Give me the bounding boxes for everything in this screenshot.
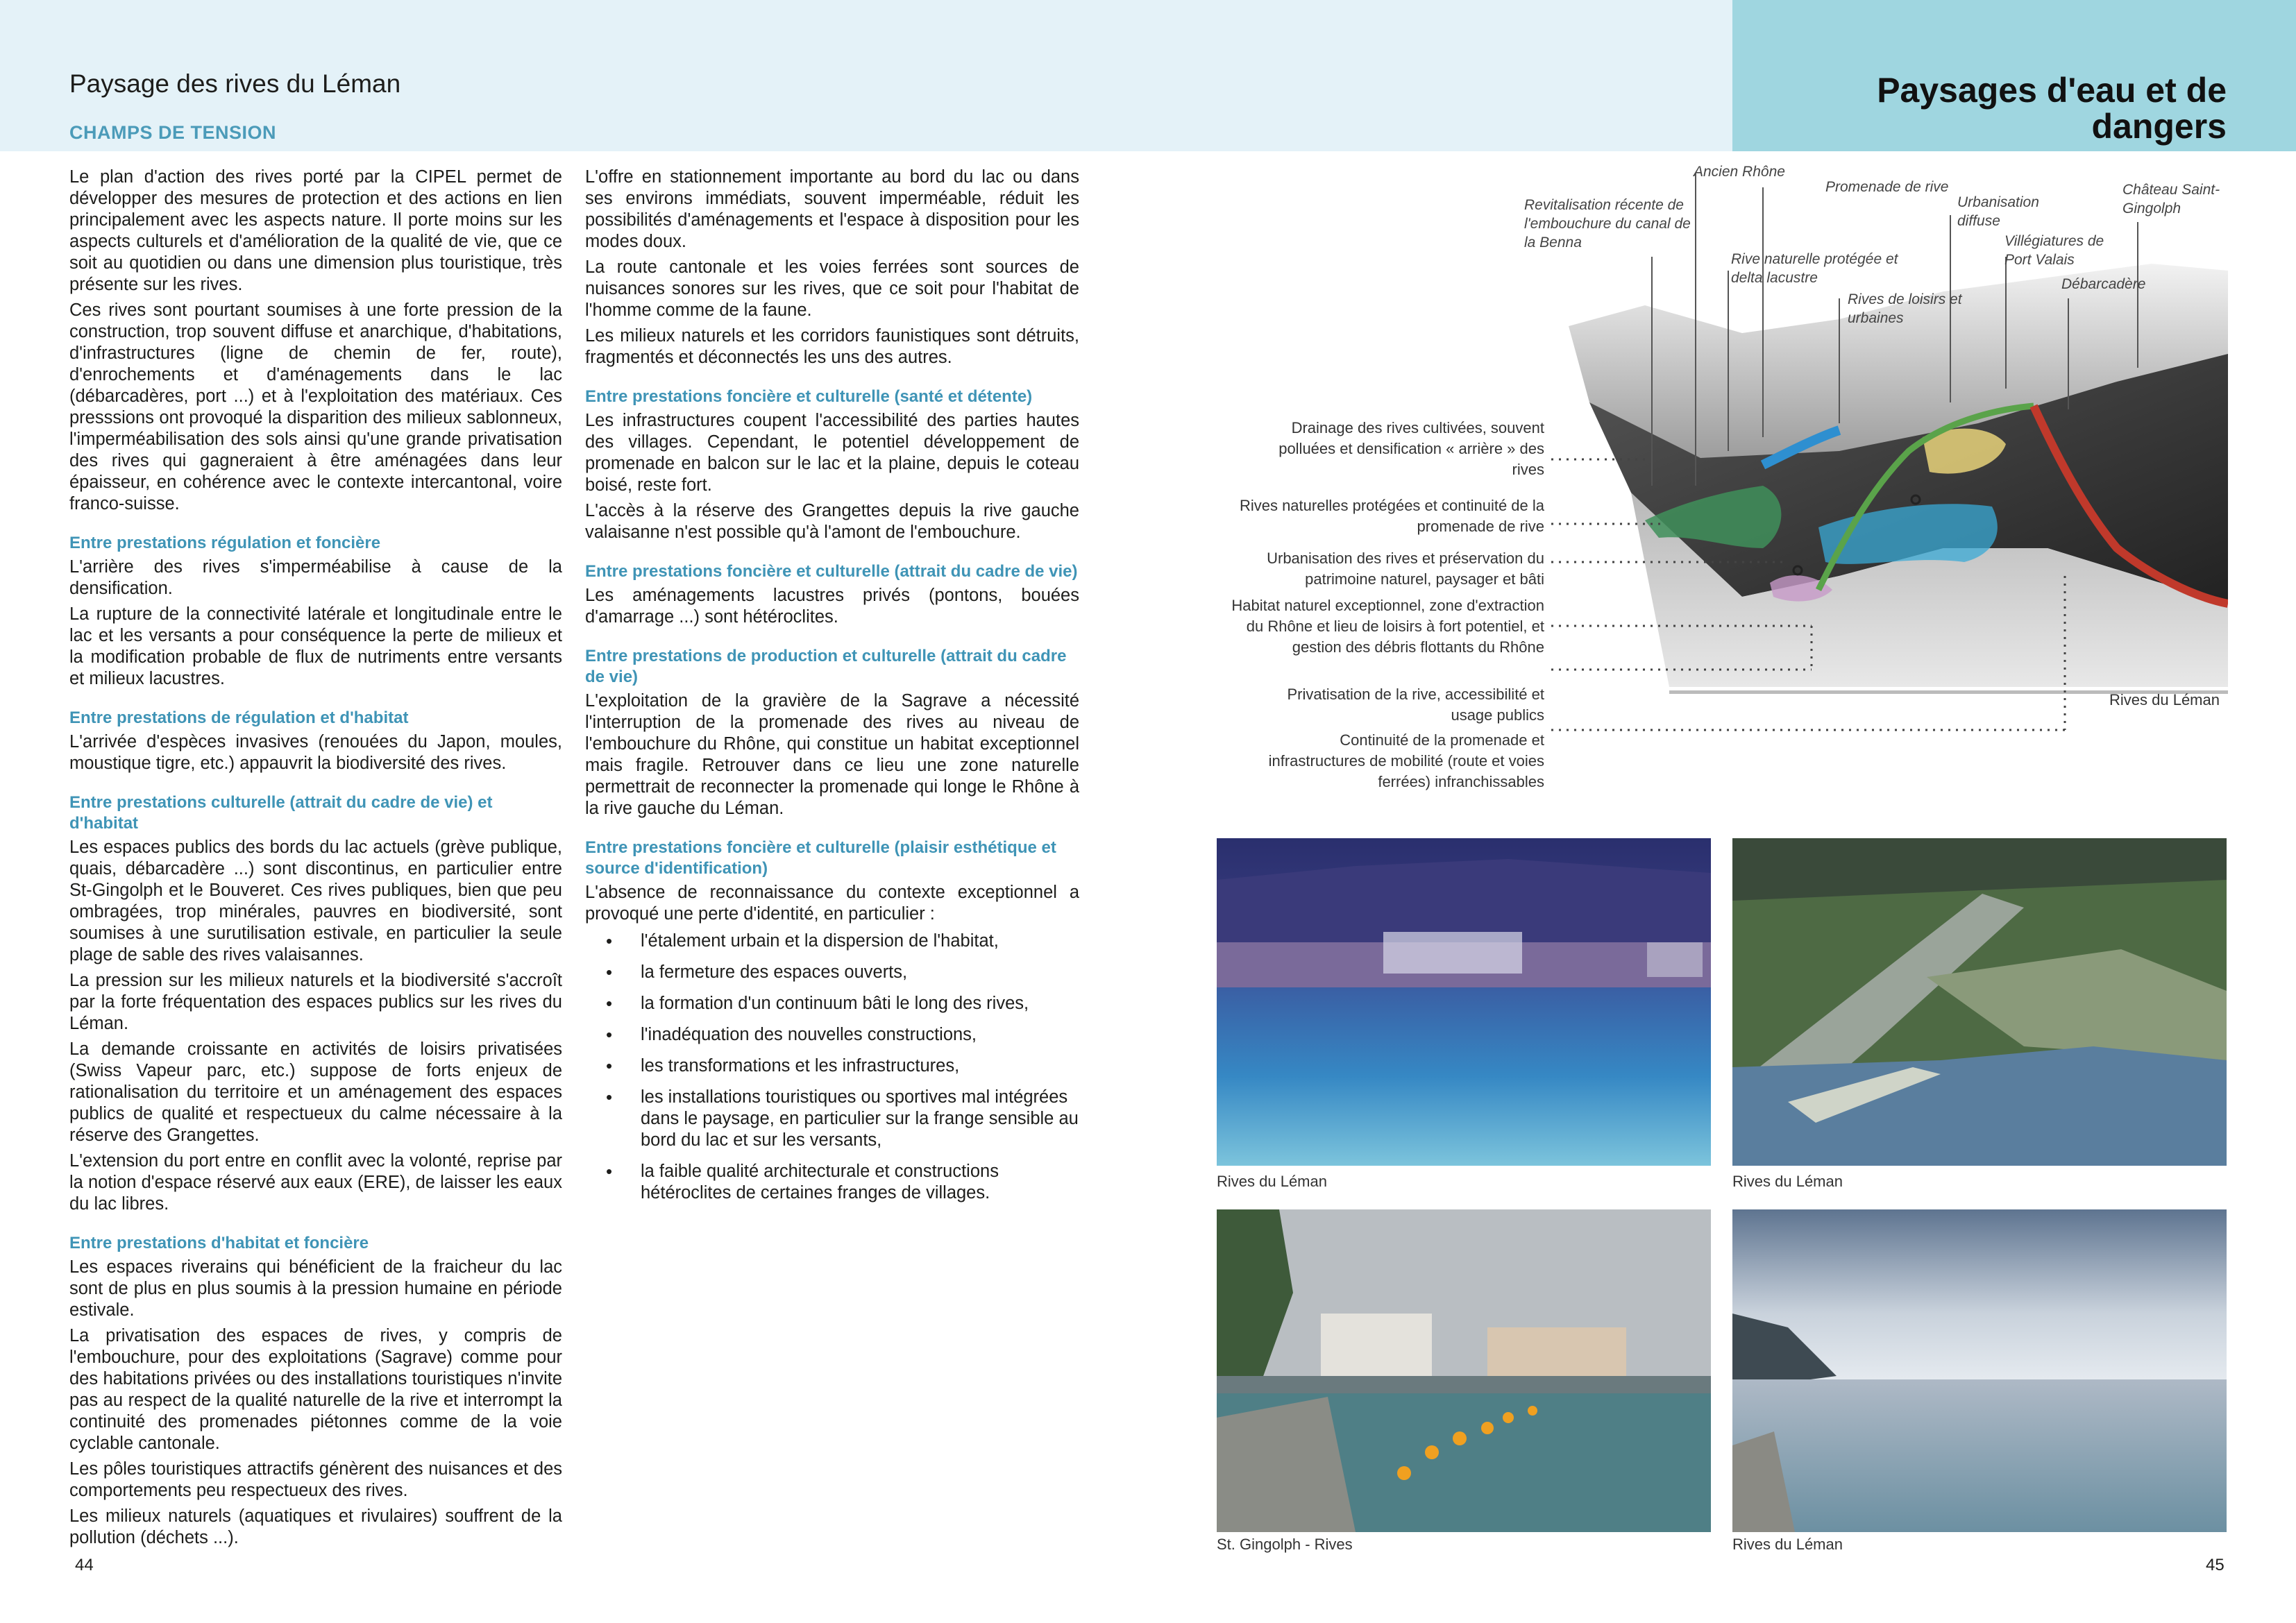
diagram-side-label: Rives naturelles protégées et continuité de la promenade de rive bbox=[1239, 497, 1544, 535]
photo-caption: Rives du Léman bbox=[1732, 1536, 1843, 1553]
paragraph: L'arrivée d'espèces invasives (renouées du Japon, moules, moustique tigre, etc.) appauvrit la biodiversité des rives. bbox=[69, 732, 562, 773]
diagram-label: Promenade de rive bbox=[1825, 179, 1949, 195]
diagram-side-label: Privatisation de la rive, accessibilité et usage publics bbox=[1287, 686, 1544, 724]
section-heading: Entre prestations d'habitat et foncière bbox=[69, 1234, 369, 1252]
paragraph: L'exploitation de la gravière de la Sagrave a nécessité l'interruption de la promenade des rives au niveau de l'embouchure du Rhône, qui constitue un habitat exceptionnel mais fragile. Retrouver dans ce lieu une zone naturelle permettrait de reconnecter la promenade qui longe le Rhône à la rive gauche du Léman. bbox=[585, 691, 1079, 818]
list-item: • l'étalement urbain et la dispersion de l'habitat, bbox=[585, 931, 1079, 952]
diagram-caption: Rives du Léman bbox=[2109, 691, 2220, 708]
photo-aerial-delta bbox=[1732, 838, 2227, 1166]
landscape-diagram bbox=[1215, 160, 2228, 812]
paragraph: Le plan d'action des rives porté par la CIPEL permet de développer des mesures de protection et des actions en lien principalement avec les aspects nature. Il porte moins sur les aspects culturels et d'amélioration de la qualité de vie, que ce soit au quotidien ou dans une dimension plus touristique, très présente sur les rives. bbox=[69, 167, 562, 294]
diagram-side-label: Urbanisation des rives et préservation du patrimoine naturel, paysager et bâti bbox=[1267, 550, 1544, 588]
list-item: • la faible qualité architecturale et constructions hétéroclites de certaines franges de villages. bbox=[585, 1161, 1079, 1204]
paragraph: L'absence de reconnaissance du contexte exceptionnel a provoqué une perte d'identité, en particulier : bbox=[585, 883, 1079, 924]
paragraph: Les milieux naturels et les corridors faunistiques sont détruits, fragmentés et déconnectés les uns des autres. bbox=[585, 326, 1079, 367]
photo-caption: St. Gingolph - Rives bbox=[1217, 1536, 1353, 1553]
photo-st-gingolph bbox=[1217, 1209, 1711, 1532]
paragraph: L'accès à la réserve des Grangettes depuis la rive gauche valaisanne n'est possible qu'à l'amont de l'embouchure. bbox=[585, 501, 1079, 542]
page-number-right: 45 bbox=[2206, 1556, 2225, 1574]
list-item: • l'inadéquation des nouvelles constructions, bbox=[585, 1024, 1079, 1046]
list-item: • la fermeture des espaces ouverts, bbox=[585, 962, 1079, 983]
diagram-label: Urbanisation diffuse bbox=[1957, 194, 2039, 229]
diagram-label: Rives de loisirs et urbaines bbox=[1848, 291, 1962, 326]
section-heading: Entre prestations culturelle (attrait du cadre de vie) et d'habitat bbox=[69, 793, 493, 833]
section-heading: Entre prestations foncière et culturelle (attrait du cadre de vie) bbox=[585, 562, 1078, 581]
photo-cloudy-lake bbox=[1732, 1209, 2227, 1532]
page-title: Paysage des rives du Léman bbox=[69, 69, 401, 98]
diagram-label: Ancien Rhône bbox=[1694, 164, 1785, 180]
paragraph: Ces rives sont pourtant soumises à une forte pression de la construction, trop souvent diffuse et anarchique, d'habitations, d'infrastructures (ligne de chemin de fer, route), d'enrochements et d'aménagements dans le lac (débarcadères, port ...) et à l'exploitation des matériaux. Ces presssions ont provoqué la disparition des milieux sablonneux, l'imperméabilisation des sols ainsi qu'une grande privatisation des rives qui gagneraient à être aménagées dans leur épaisseur, en cohérence avec le contexte intercantonal, voire franco-suisse. bbox=[69, 300, 562, 513]
section-heading: Entre prestations régulation et foncière bbox=[69, 534, 381, 552]
section-heading: Entre prestations de régulation et d'habitat bbox=[69, 708, 409, 727]
photo-st-gingolph-image bbox=[1217, 1209, 1711, 1532]
paragraph: Les espaces publics des bords du lac actuels (grève publique, quais, débarcadère ...) sont discontinus, en particulier entre St-Gingolph et le Bouveret. Ces rives publiques, bien que peu ombragées, trop minérales, pauvres en biodiversité, sont soumises à une surutilisation estivale, en particulier la seule plage de sable des rives valaisannes. bbox=[69, 838, 562, 965]
photo-lake-town bbox=[1217, 838, 1711, 1166]
paragraph: La privatisation des espaces de rives, y compris de l'embouchure, pour des exploitations (Sagrave) comme pour des habitations privées ou des installations touristiques n'invite pas au respect de la qualité naturelle de la rive et interrompt la continuité des promenades piétonnes comme de la voie cyclable cantonale. bbox=[69, 1326, 562, 1453]
paragraph: L'extension du port entre en conflit avec la volonté, reprise par la notion d'espace réservé aux eaux (ERE), de laisser les eaux du lac libres. bbox=[69, 1151, 562, 1214]
text-column-1 bbox=[69, 167, 562, 1553]
chapter-title: Paysages d'eau et de dangers bbox=[1877, 71, 2227, 146]
section-heading: Entre prestations de production et culturelle (attrait du cadre de vie) bbox=[585, 647, 1067, 686]
paragraph: Les pôles touristiques attractifs génèrent des nuisances et des comportements peu respectueux des rives. bbox=[69, 1459, 562, 1500]
section-heading: Entre prestations foncière et culturelle (plaisir esthétique et source d'identification) bbox=[585, 838, 1056, 878]
bullet-list bbox=[585, 931, 1079, 1204]
diagram-side-label: Continuité de la promenade et infrastructures de mobilité (route et voies ferrées) infranchissables bbox=[1268, 731, 1544, 790]
diagram-label: Rive naturelle protégée et delta lacustre bbox=[1731, 251, 1898, 286]
paragraph: Les aménagements lacustres privés (pontons, bouées d'amarrage ...) sont hétéroclites. bbox=[585, 586, 1079, 627]
paragraph: Les espaces riverains qui bénéficient de la fraicheur du lac sont de plus en plus soumis à la pression humaine en période estivale. bbox=[69, 1257, 562, 1320]
paragraph: La rupture de la connectivité latérale et longitudinale entre le lac et les versants a pour conséquence la perte de milieux et la modification probable de flux de nutriments entre versants et milieux lacustres. bbox=[69, 604, 562, 688]
paragraph: La demande croissante en activités de loisirs privatisées (Swiss Vapeur parc, etc.) suppose de forts enjeux de rationalisation du territoire et un aménagement des espaces publics de qualité et respectueux du calme nécessaire à la réserve des Grangettes. bbox=[69, 1039, 562, 1145]
photo-cloudy-lake-image bbox=[1732, 1209, 2227, 1532]
section-subtitle: CHAMPS DE TENSION bbox=[69, 122, 277, 143]
section-heading: Entre prestations foncière et culturelle (santé et détente) bbox=[585, 387, 1033, 406]
list-item: • les installations touristiques ou sportives mal intégrées dans le paysage, en particulier sur la frange sensible au bord du lac et sur les versants, bbox=[585, 1087, 1079, 1151]
paragraph: Les milieux naturels (aquatiques et rivulaires) souffrent de la pollution (déchets ...). bbox=[69, 1506, 562, 1547]
diagram-side-label: Habitat naturel exceptionnel, zone d'extraction du Rhône et lieu de loisirs à fort potentiel, et gestion des débris flottants du Rhône bbox=[1231, 597, 1544, 656]
diagram-label: Villégiatures de Port Valais bbox=[2004, 233, 2104, 268]
photo-caption: Rives du Léman bbox=[1732, 1173, 1843, 1190]
page-number-left: 44 bbox=[75, 1556, 94, 1574]
list-item: • les transformations et les infrastructures, bbox=[585, 1055, 1079, 1077]
paragraph: L'arrière des rives s'imperméabilise à cause de la densification. bbox=[69, 557, 562, 598]
text-column-2 bbox=[585, 167, 1079, 1214]
diagram-label: Revitalisation récente de l'embouchure du canal de la Benna bbox=[1524, 197, 1691, 250]
diagram-label: Débarcadère bbox=[2061, 276, 2146, 292]
diagram-label: Château Saint-Gingolph bbox=[2122, 182, 2220, 216]
paragraph: La route cantonale et les voies ferrées sont sources de nuisances sonores sur les rives, que ce soit pour l'habitat de l'homme comme de la faune. bbox=[585, 257, 1079, 320]
paragraph: Les infrastructures coupent l'accessibilité des parties hautes des villages. Cependant, le potentiel développement de promenade en balcon sur le lac et la plaine, depuis le coteau boisé, reste fort. bbox=[585, 411, 1079, 495]
diagram-side-label: Drainage des rives cultivées, souvent polluées et densification « arrière » des rives bbox=[1278, 419, 1544, 478]
paragraph: L'offre en stationnement importante au bord du lac ou dans ses environs immédiats, souvent imperméable, réduit les possibilités d'aménagements et l'espace à disposition pour les modes doux. bbox=[585, 167, 1079, 251]
photo-aerial-delta-image bbox=[1732, 838, 2227, 1166]
photo-caption: Rives du Léman bbox=[1217, 1173, 1327, 1190]
photo-lake-town-image bbox=[1217, 838, 1711, 1166]
paragraph: La pression sur les milieux naturels et la biodiversité s'accroît par la forte fréquentation des espaces publics sur les rives du Léman. bbox=[69, 971, 562, 1033]
list-item: • la formation d'un continuum bâti le long des rives, bbox=[585, 993, 1079, 1014]
